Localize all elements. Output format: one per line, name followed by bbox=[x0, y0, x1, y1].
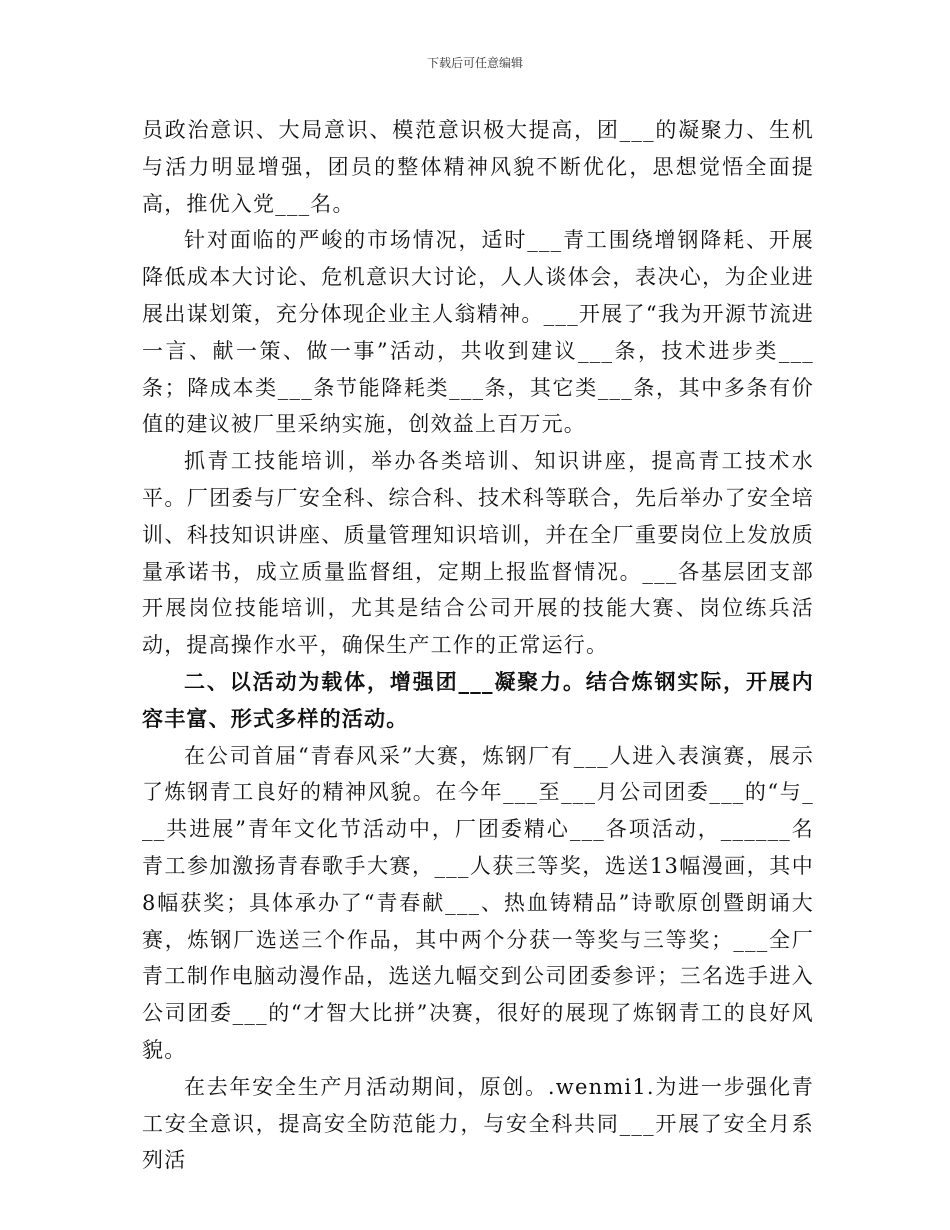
document-body bbox=[142, 112, 814, 1179]
paragraph-market-response: 针对面临的严峻的市场情况，适时___青工围绕增钢降耗、开展降低成本大讨论、危机意识大讨论，人人谈体会，表决心，为企业进展出谋划策，充分体现企业主人翁精神。___开展了“我为开源节流进一言、献一策、做一事”活动，共收到建议___条，技术进步类___条；降成本类___条节能降耗类___条，其它类___条，其中多条有价值的建议被厂里采纳实施，创效益上百万元。 bbox=[142, 228, 814, 437]
section-heading: 二、以活动为载体，增强团___凝聚力。结合炼钢实际，开展内容丰富、形式多样的活动。 bbox=[142, 668, 814, 731]
paragraph-safety-month: 在去年安全生产月活动期间，原创。.wenmi1.为进一步强化青工安全意识，提高安全防范能力，与安全科共同___开展了安全月系列活 bbox=[142, 1074, 814, 1173]
paragraph-continuation: 员政治意识、大局意识、模范意识极大提高，团___的凝聚力、生机与活力明显增强，团员的整体精神风貌不断优化，思想觉悟全面提高，推优入党___名。 bbox=[142, 118, 814, 216]
paragraph-activities: 在公司首届“青春风采”大赛，炼钢厂有___人进入表演赛，展示了炼钢青工良好的精神风貌。在今年___至___月公司团委___的“与___共进展”青年文化节活动中，厂团委精心___各项活动，______名青工参加激扬青春歌手大赛，___人获三等奖，选送13幅漫画，其中8幅获奖；具体承办了“青春献___、热血铸精品”诗歌原创暨朗诵大赛，炼钢厂选送三个作品，其中两个分获一等奖与三等奖；___全厂青工制作电脑动漫作品，选送九幅交到公司团委参评；三名选手进入公司团委___的“才智大比拼”决赛，很好的展现了炼钢青工的良好风貌。 bbox=[142, 743, 814, 1062]
header-note: 下载后可任意编辑 bbox=[426, 56, 523, 70]
paragraph-skills-training: 抓青工技能培训，举办各类培训、知识讲座，提高青工技术水平。厂团委与厂安全科、综合科、技术科等联合，先后举办了安全培训、科技知识讲座、质量管理知识培训，并在全厂重要岗位上发放质量承诺书，成立质量监督组，定期上报监督情况。___各基层团支部开展岗位技能培训，尤其是结合公司开展的技能大赛、岗位练兵活动，提高操作水平，确保生产工作的正常运行。 bbox=[142, 449, 814, 658]
